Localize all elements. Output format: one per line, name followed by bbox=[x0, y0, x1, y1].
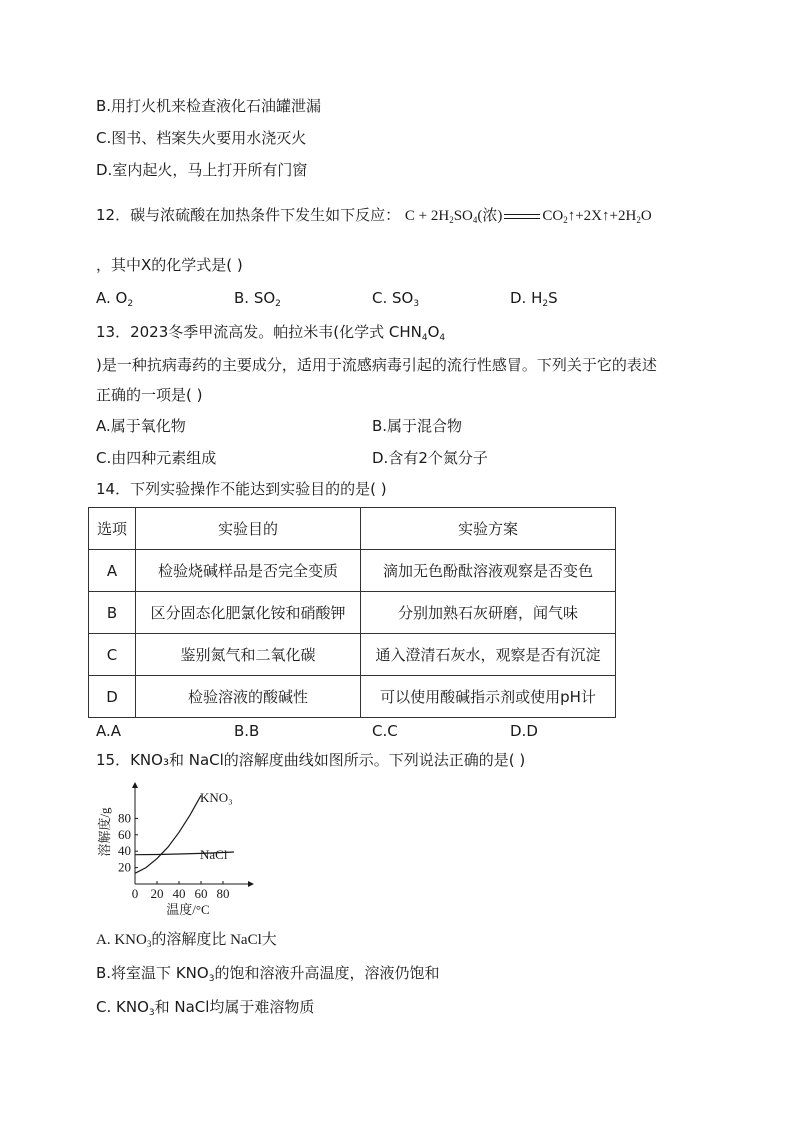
q12-option-b-text: B. SO bbox=[234, 289, 276, 307]
q15-option-c-text2: 和 NaCl均属于难溶物质 bbox=[154, 998, 315, 1016]
x-tick-label: 40 bbox=[172, 886, 186, 901]
x-tick-label: 80 bbox=[216, 886, 230, 901]
series-line-0 bbox=[135, 795, 201, 873]
table-cell: 可以使用酸碱指示剂或使用pH计 bbox=[361, 676, 616, 718]
sub: 3 bbox=[146, 939, 152, 949]
table-cell: C bbox=[89, 634, 136, 676]
eq-carbon: C bbox=[404, 208, 415, 224]
q15-option-b-text: B.将室温下 KNO bbox=[96, 964, 209, 982]
table-row bbox=[89, 634, 616, 676]
q13-option-d: D.含有2个氮分子 bbox=[372, 449, 488, 467]
series-label-nacl: NaCl bbox=[200, 847, 228, 862]
q12-equation bbox=[405, 208, 652, 224]
x-axis-arrow bbox=[248, 881, 254, 887]
table-row bbox=[89, 592, 616, 634]
q14-option-b: B.B bbox=[234, 722, 260, 740]
table-header-cell: 实验目的 bbox=[136, 508, 361, 550]
q11-option-b: B.用打火机来检查液化石油罐泄漏 bbox=[96, 97, 322, 115]
table-header-cell: 实验方案 bbox=[361, 508, 616, 550]
x-tick-label: 60 bbox=[194, 886, 208, 901]
q14-option-d: D.D bbox=[510, 722, 538, 740]
q12-option-c bbox=[372, 288, 419, 308]
q12-option-c-text: C. SO bbox=[372, 289, 414, 307]
q13-stem-1-o: O bbox=[427, 323, 440, 341]
q15-option-a-text2: 的溶解度比 NaCl大 bbox=[151, 932, 277, 948]
sub: 2 bbox=[275, 299, 281, 309]
table-cell: 检验烧碱样品是否完全变质 bbox=[136, 550, 361, 592]
q15-option-a bbox=[96, 930, 277, 950]
table-cell: 通入澄清石灰水，观察是否有沉淀 bbox=[361, 634, 616, 676]
sub: 4 bbox=[421, 333, 428, 343]
q14-option-c: C.C bbox=[372, 722, 398, 740]
q12-option-b bbox=[234, 288, 281, 308]
eq-h2so4-h: + 2H bbox=[414, 208, 450, 224]
q14-option-a: A.A bbox=[96, 722, 122, 740]
q11-option-c: C.图书、档案失火要用水浇灭火 bbox=[96, 129, 307, 147]
q12-option-a-text: A. O bbox=[96, 289, 128, 307]
q12-option-d-text2: S bbox=[548, 289, 558, 307]
sub: 2 bbox=[563, 215, 568, 225]
table-cell: 鉴别氮气和二氧化碳 bbox=[136, 634, 361, 676]
x-axis-label: 温度/°C bbox=[166, 902, 210, 917]
y-tick-label: 80 bbox=[118, 810, 131, 826]
q13-option-c: C.由四种元素组成 bbox=[96, 449, 217, 467]
table-header-row bbox=[89, 508, 616, 550]
table-cell: D bbox=[89, 676, 136, 718]
sub: 3 bbox=[413, 299, 420, 309]
table-cell: B bbox=[89, 592, 136, 634]
q12-option-d-text: D. H bbox=[510, 289, 543, 307]
y-tick-label: 40 bbox=[118, 843, 131, 859]
q15-option-c bbox=[96, 997, 314, 1017]
q15-stem: 15．KNO₃和 NaCl的溶解度曲线如图所示。下列说法正确的是( ) bbox=[96, 751, 526, 769]
q12-stem-text: 12．碳与浓硫酸在加热条件下发生如下反应： bbox=[96, 206, 401, 224]
eq-so4: SO bbox=[453, 208, 473, 224]
q15-option-a-text: A. KNO bbox=[96, 932, 147, 948]
chart-axes bbox=[132, 782, 254, 887]
q14-stem: 14．下列实验操作不能达到实验目的的是( ) bbox=[96, 480, 387, 498]
series-label-kno3: KNO₃ bbox=[200, 790, 233, 805]
q14-table bbox=[88, 507, 616, 718]
eq-co2: CO bbox=[542, 208, 564, 224]
q13-option-b: B.属于混合物 bbox=[372, 417, 463, 435]
y-axis-label: 溶解度/g bbox=[97, 807, 112, 857]
q13-option-a: A.属于氧化物 bbox=[96, 417, 186, 435]
q11-option-d: D.室内起火，马上打开所有门窗 bbox=[96, 161, 308, 179]
q13-stem-2: )是一种抗病毒药的主要成分，适用于流感病毒引起的流行性感冒。下列关于它的表述 bbox=[96, 356, 657, 374]
table-row bbox=[89, 550, 616, 592]
sub: 3 bbox=[148, 1008, 155, 1018]
q15-option-b-text2: 的饱和溶液升高温度，溶液仍饱和 bbox=[214, 964, 440, 982]
table-cell: A bbox=[89, 550, 136, 592]
table-row bbox=[89, 676, 616, 718]
sub: 3 bbox=[208, 974, 215, 984]
table-cell: 检验溶液的酸碱性 bbox=[136, 676, 361, 718]
q13-stem-3: 正确的一项是( ) bbox=[96, 386, 203, 404]
x-tick-label: 0 bbox=[131, 886, 139, 901]
table-cell: 区分固态化肥氯化铵和硝酸钾 bbox=[136, 592, 361, 634]
y-axis-arrow bbox=[132, 782, 138, 788]
equals-sign bbox=[504, 214, 540, 219]
eq-concentrated: (浓) bbox=[477, 208, 503, 224]
sub: 2 bbox=[636, 215, 641, 225]
eq-water-o: O bbox=[640, 208, 652, 224]
q13-stem-1-text: 13．2023冬季甲流高发。帕拉米韦(化学式 CHN bbox=[96, 323, 422, 341]
table-cell: 滴加无色酚酞溶液观察是否变色 bbox=[361, 550, 616, 592]
q13-stem-1 bbox=[96, 322, 445, 342]
q12-stem bbox=[96, 205, 652, 226]
table-cell: 分别加熟石灰研磨，闻气味 bbox=[361, 592, 616, 634]
sub: 4 bbox=[472, 215, 478, 225]
q12-option-a bbox=[96, 288, 133, 308]
sub: 2 bbox=[127, 299, 134, 309]
sub: 4 bbox=[439, 333, 446, 343]
q15-option-c-text: C. KNO bbox=[96, 998, 149, 1016]
sub: 2 bbox=[449, 215, 454, 225]
eq-products: ↑+2X↑+2H bbox=[567, 208, 637, 224]
x-tick-label: 20 bbox=[150, 886, 164, 901]
q15-option-b bbox=[96, 963, 439, 983]
q12-option-d bbox=[510, 288, 558, 308]
y-tick-label: 60 bbox=[118, 826, 131, 842]
solubility-chart bbox=[92, 782, 262, 922]
sub: 2 bbox=[542, 299, 549, 309]
y-tick-label: 20 bbox=[118, 859, 131, 875]
q12-stem-2: ，其中X的化学式是( ) bbox=[96, 256, 243, 274]
table-header-cell: 选项 bbox=[89, 508, 136, 550]
